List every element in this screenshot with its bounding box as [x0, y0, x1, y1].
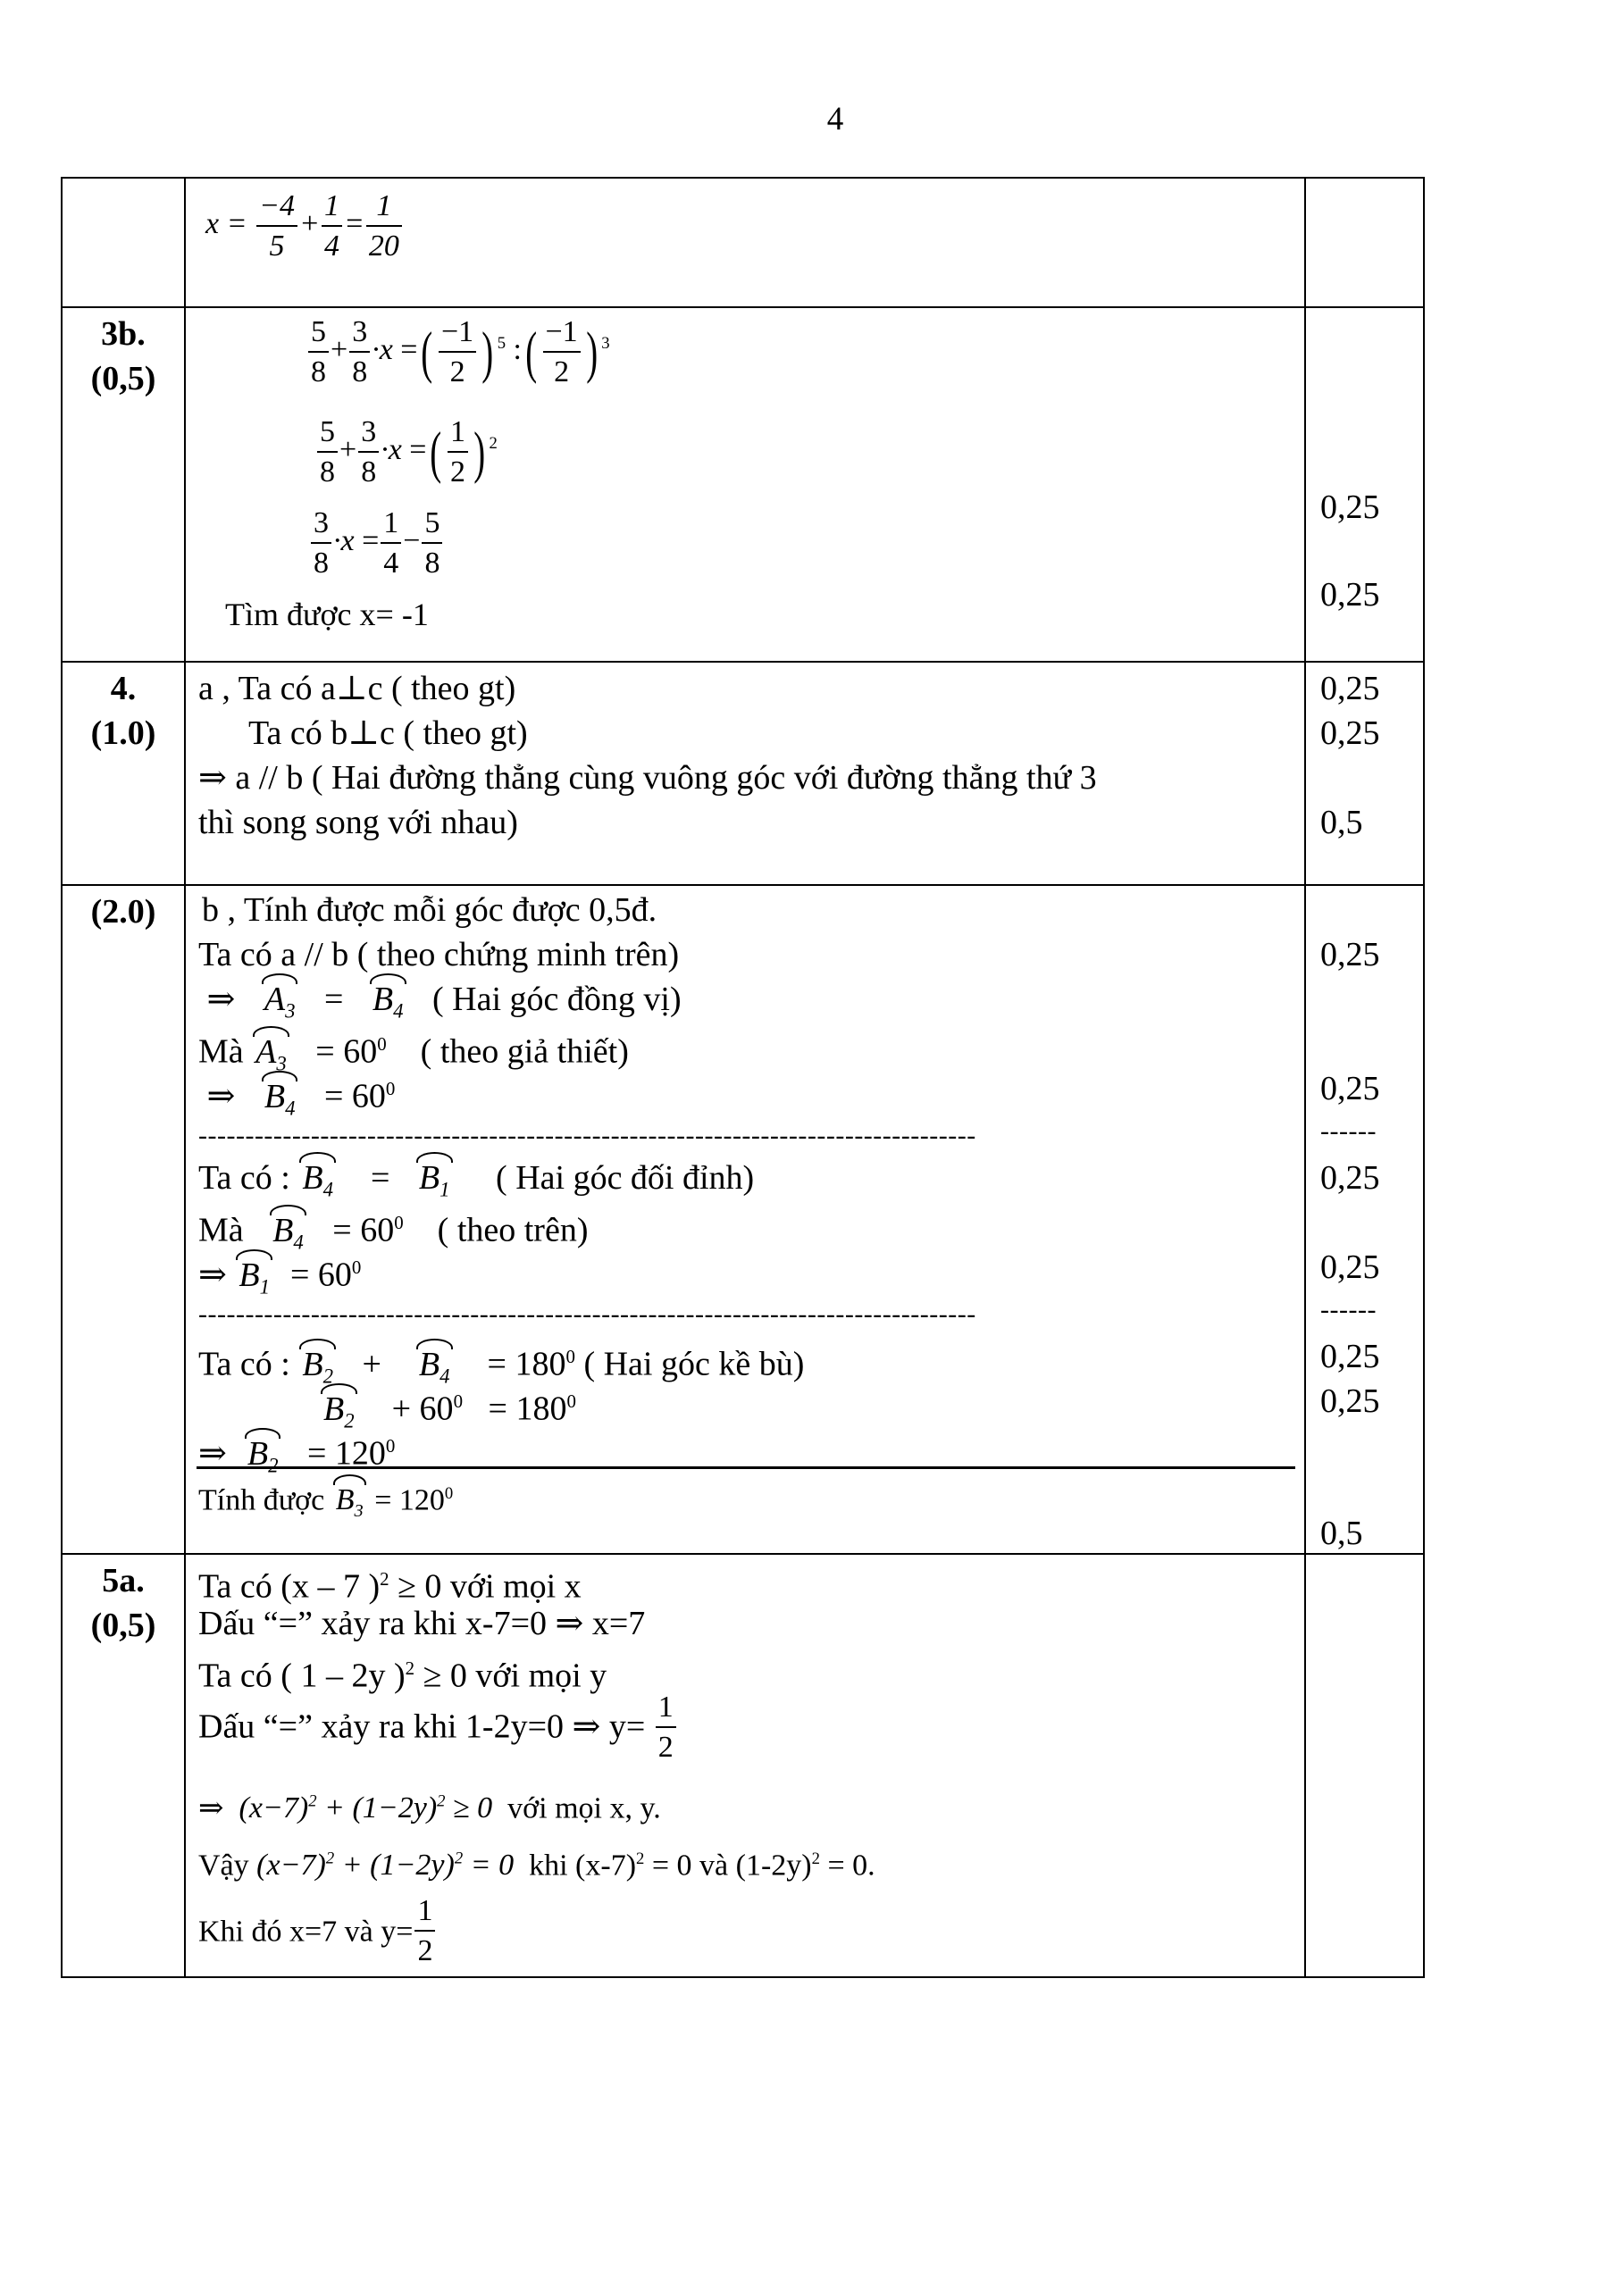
content-cell: [185, 178, 1305, 307]
score-value: 0,25: [1320, 1159, 1380, 1197]
result-line: Tìm được x= -1: [225, 597, 429, 632]
score-value: 0,25: [1320, 1248, 1380, 1286]
frac-den: 20: [368, 230, 399, 263]
text-line: Ta có : $B_2$ + $B_4$ = $180^0$ ( Hai góc kề bù): [198, 1334, 804, 1398]
text-line: ⇒ $B_1 = 60^0$: [198, 1245, 361, 1309]
score-value: 0,25: [1320, 1382, 1380, 1420]
label-cell: [62, 307, 185, 662]
score-value: 0,25: [1320, 714, 1380, 752]
table-row-3b: [62, 307, 1424, 662]
text-line: Ta có (x – 7 )$^2$ ≥ 0 với mọi x: [198, 1567, 582, 1606]
answer-table: [61, 177, 1425, 1978]
question-label: 5a.: [102, 1562, 145, 1599]
score-cell: [1305, 885, 1424, 1554]
table-row-4: [62, 662, 1424, 885]
text-line: Khi đó x=7 và y= $\frac{1}{2}$: [198, 1894, 437, 1968]
dashed-separator: ------: [1320, 1295, 1377, 1324]
text-line: Ta có ( 1 – 2y )$^2$ ≥ 0 với mọi y: [198, 1657, 607, 1695]
score-value: 0,25: [1320, 670, 1380, 707]
text-line: $B_2$ + $60^0$ = $180^0$: [320, 1379, 576, 1443]
text-line: Ta có b⊥c ( theo gt): [248, 714, 528, 752]
text-line: a , Ta có a⊥c ( theo gt): [198, 670, 516, 707]
text-line: ⇒ $B_2$ = $120^0$: [198, 1424, 395, 1488]
text-line: Ta có : $B_4$ = $B_1$ ( Hai góc đối đỉnh): [198, 1156, 754, 1213]
text-line: ⇒ a // b ( Hai đường thẳng cùng vuông góc với đường thẳng thứ 3: [198, 759, 1097, 797]
frac-num: 1: [322, 189, 342, 227]
plus-sign: +: [299, 207, 320, 241]
text-line: ⇒ $A_3 = B_4$ ( Hai góc đồng vị): [198, 977, 682, 1034]
score-value: 0,25: [1320, 936, 1380, 973]
text-line: thì song song với nhau): [198, 804, 518, 841]
content-cell: [185, 662, 1305, 885]
score-cell: [1305, 178, 1424, 307]
content-cell: [185, 307, 1305, 662]
score-value: 0,25: [1320, 1070, 1380, 1107]
text-line: Dấu “=” xảy ra khi x-7=0 ⇒ x=7: [198, 1605, 646, 1642]
content-cell: [185, 885, 1305, 1554]
page-number: 4: [826, 101, 844, 138]
question-label: 3b.: [101, 315, 146, 353]
question-points: (1.0): [90, 714, 156, 752]
score-value: 0,25: [1320, 576, 1380, 614]
dashed-separator: -----------------------------------------------------------------------------------: [198, 1299, 976, 1329]
equation-line-2: $\frac{5}{8}$ + $\frac{3}{8}$ ·x =( $\frac{1}{2}$ ) $^2$: [315, 415, 498, 489]
text-line: b , Tính được mỗi góc được 0,5đ.: [202, 891, 657, 929]
separator-line: [197, 1466, 1295, 1469]
label-cell: [62, 885, 185, 1554]
question-points: (2.0): [90, 893, 156, 931]
text-line: Ta có a // b ( theo chứng minh trên): [198, 936, 680, 973]
question-points: (0,5): [90, 1607, 156, 1644]
score-cell: [1305, 662, 1424, 885]
question-points: (0,5): [90, 360, 156, 397]
text-line: ⇒ $B_4$ = $60^0$: [198, 1066, 395, 1131]
table-row-angles: [62, 885, 1424, 1554]
content-cell: [185, 1554, 1305, 1977]
frac-num: 1: [366, 189, 402, 227]
label-cell: [62, 662, 185, 885]
label-cell: [62, 178, 185, 307]
text-line: Vậy $(x-7)^2 + (1-2y)^2 = 0$ khi $(x-7)^2 = 0$ và $(1-2y)^2 = 0$.: [198, 1849, 875, 1883]
eq-x-label: x =: [205, 207, 247, 241]
score-value: 0,25: [1320, 488, 1380, 526]
equation-line-3: $\frac{3}{8}$ ·x = $\frac{1}{4}$ − $\frac{5}{8}$: [309, 506, 444, 580]
score-value: 0,5: [1320, 1515, 1363, 1552]
score-cell: [1305, 1554, 1424, 1977]
score-value: 0,5: [1320, 804, 1363, 841]
question-label: 4.: [110, 670, 137, 707]
equation-x: [205, 189, 404, 263]
dashed-separator: -----------------------------------------------------------------------------------: [198, 1121, 976, 1150]
score-cell: [1305, 307, 1424, 662]
score-value: 0,25: [1320, 1338, 1380, 1375]
table-row-5a: [62, 1554, 1424, 1977]
label-cell: [62, 1554, 185, 1977]
text-line: Dấu “=” xảy ra khi 1-2y=0 ⇒ y= $\frac{1}{2}$: [198, 1691, 678, 1765]
equals-sign: =: [343, 207, 364, 241]
dashed-separator: ------: [1320, 1116, 1377, 1146]
frac-den: 5: [269, 230, 285, 263]
text-line: Tính được $B_3 = 120^0$: [198, 1472, 453, 1533]
equation-line-1: $\frac{5}{8}$ + $\frac{3}{8}$ ·x =( $\frac{-1}{2}$ ) $^5$ :( $\frac{-1}{2}$ ) $^3$: [306, 315, 610, 389]
frac-num: −4: [256, 189, 297, 227]
text-line: Mà $B_4$ = $60^0$ ( theo trên): [198, 1200, 588, 1265]
table-row-continuation: [62, 178, 1424, 307]
frac-den: 4: [323, 230, 339, 263]
text-line: Mà $A_3$ = $60^0$ ( theo giả thiết): [198, 1022, 629, 1086]
text-line: ⇒ $(x-7)^2 + (1-2y)^2 \ge 0$ với mọi x, y.: [198, 1791, 661, 1825]
